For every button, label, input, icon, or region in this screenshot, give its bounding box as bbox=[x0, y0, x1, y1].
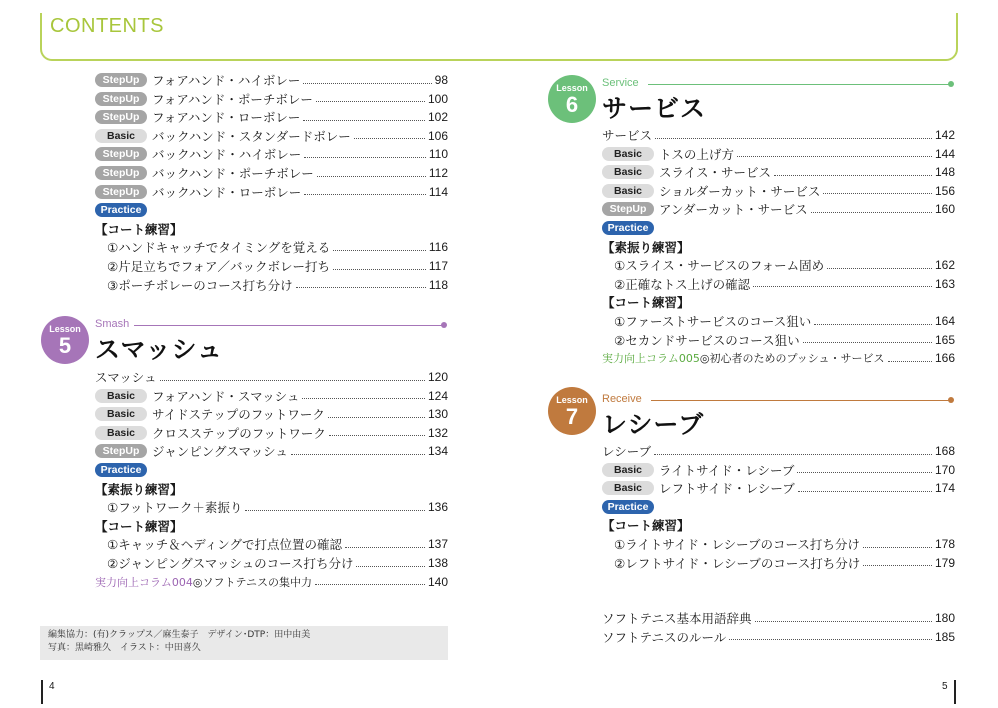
page-number: 174 bbox=[934, 481, 955, 496]
leader-dots bbox=[291, 454, 425, 455]
toc-entry[interactable] bbox=[95, 498, 448, 516]
page-number: 100 bbox=[427, 91, 448, 106]
page-number: 165 bbox=[934, 332, 955, 347]
lesson-7-title: レシーブ bbox=[602, 410, 705, 439]
entry-title: フォアハンド・ポーチボレー bbox=[152, 91, 313, 107]
basic-badge: Basic bbox=[95, 407, 147, 421]
leader-dots bbox=[328, 417, 425, 418]
toc-entry[interactable] bbox=[95, 554, 448, 572]
page-number: 162 bbox=[934, 258, 955, 273]
lesson-6-rule bbox=[648, 84, 950, 85]
stepup-badge: StepUp bbox=[95, 147, 147, 161]
leader-dots bbox=[823, 193, 932, 194]
leader-dots bbox=[245, 510, 425, 511]
leader-dots bbox=[315, 584, 425, 585]
leader-dots bbox=[803, 342, 932, 343]
leader-dots bbox=[737, 156, 932, 157]
leader-dots bbox=[755, 621, 932, 622]
toc-entry[interactable] bbox=[602, 126, 955, 144]
stepup-badge: StepUp bbox=[95, 444, 147, 458]
toc-subheading bbox=[602, 516, 955, 534]
subheading-label: 【素振り練習】 bbox=[602, 239, 690, 255]
entry-title: ②正確なトス上げの確認 bbox=[614, 276, 751, 292]
toc-entry[interactable] bbox=[602, 182, 955, 200]
practice-badge: Practice bbox=[602, 500, 654, 514]
entry-title: バックハンド・ローボレー bbox=[152, 184, 302, 200]
entry-title: ◎初心者のためのプッシュ・サービス bbox=[699, 352, 885, 366]
toc-entry[interactable] bbox=[95, 424, 448, 442]
leader-dots bbox=[798, 491, 932, 492]
lesson-7-rule bbox=[651, 400, 950, 401]
lesson-5-badge bbox=[41, 316, 89, 364]
entry-title: スマッシュ bbox=[95, 370, 157, 385]
toc-entry[interactable] bbox=[95, 183, 448, 201]
toc-entry[interactable] bbox=[602, 145, 955, 163]
entry-title: ②セカンドサービスのコース狙い bbox=[614, 332, 800, 348]
page-number: 136 bbox=[427, 500, 448, 515]
page-number: 102 bbox=[427, 110, 448, 125]
entry-title: ②ジャンピングスマッシュのコース打ち分け bbox=[107, 556, 354, 571]
entry-title: ①フットワーク＋素振り bbox=[107, 500, 243, 516]
toc-subheading bbox=[602, 238, 955, 256]
page-number: 144 bbox=[934, 146, 955, 161]
toc-subheading bbox=[95, 480, 448, 498]
page-number: 106 bbox=[427, 128, 448, 143]
toc-subheading bbox=[602, 293, 955, 311]
toc-entry[interactable] bbox=[95, 276, 448, 294]
page-number: 117 bbox=[428, 259, 448, 273]
page-number: 140 bbox=[427, 574, 448, 589]
entry-title: ②レフトサイド・レシーブのコース打ち分け bbox=[614, 555, 861, 571]
toc-entry[interactable] bbox=[95, 405, 448, 423]
leader-dots bbox=[304, 194, 426, 195]
stepup-badge: StepUp bbox=[95, 92, 147, 106]
credits-line-1: 編集協力：(有)クラップス／麻生泰子 デザイン･DTP：田中由美 bbox=[48, 630, 311, 640]
toc-subheading bbox=[95, 517, 448, 535]
entry-title: ②片足立ちでフォア／バックボレー打ち bbox=[107, 259, 330, 274]
page-number: 156 bbox=[934, 183, 955, 198]
lesson-word: Lesson bbox=[556, 83, 588, 93]
page-number: 118 bbox=[428, 277, 448, 292]
entry-title: レフトサイド・レシーブ bbox=[659, 481, 795, 497]
page-number: 163 bbox=[934, 276, 955, 291]
practice-badge: Practice bbox=[95, 203, 147, 217]
column-label: 実力向上コラム004 bbox=[95, 575, 193, 589]
leader-dots bbox=[296, 287, 426, 288]
stepup-badge: StepUp bbox=[95, 166, 147, 180]
toc-entry bbox=[602, 219, 955, 237]
lesson-7-english: Receive bbox=[602, 393, 642, 405]
lesson-6-english: Service bbox=[602, 77, 639, 89]
toc-entry[interactable] bbox=[602, 609, 955, 627]
leader-dots bbox=[354, 138, 425, 139]
subheading-label: 【素振り練習】 bbox=[95, 481, 183, 497]
leader-dots bbox=[863, 565, 932, 566]
toc-entry[interactable] bbox=[602, 535, 955, 553]
leader-dots bbox=[303, 120, 425, 121]
toc-entry[interactable] bbox=[95, 145, 448, 163]
entry-title: ソフトテニス基本用語辞典 bbox=[602, 611, 752, 626]
entry-title: スライス・サービス bbox=[659, 165, 772, 181]
basic-badge: Basic bbox=[602, 463, 654, 477]
basic-badge: Basic bbox=[95, 129, 147, 143]
page-number: 114 bbox=[428, 184, 448, 199]
entry-title: ③ポーチボレーのコース打ち分け bbox=[107, 277, 293, 293]
entry-title: フォアハンド・ローボレー bbox=[152, 110, 301, 126]
page-number: 164 bbox=[934, 314, 955, 328]
left-page-number: 4 bbox=[49, 681, 55, 692]
toc-entry[interactable] bbox=[95, 442, 448, 460]
lesson-number: 6 bbox=[565, 92, 579, 117]
toc-entry[interactable] bbox=[95, 127, 448, 145]
leader-dots bbox=[304, 157, 426, 158]
entry-title: アンダーカット・サービス bbox=[659, 202, 808, 218]
page-number: 116 bbox=[428, 240, 448, 255]
toc-entry[interactable] bbox=[95, 238, 448, 256]
lesson-number: 5 bbox=[58, 333, 72, 358]
toc-entry[interactable] bbox=[95, 90, 448, 108]
stepup-badge: StepUp bbox=[95, 73, 147, 87]
toc-entry[interactable] bbox=[95, 387, 448, 405]
lesson-5-title: スマッシュ bbox=[95, 335, 224, 364]
leader-dots bbox=[654, 454, 932, 455]
right-page-marker bbox=[954, 680, 956, 704]
basic-badge: Basic bbox=[95, 389, 147, 403]
toc-entry[interactable] bbox=[95, 573, 448, 591]
basic-badge: Basic bbox=[602, 481, 654, 495]
entry-title: フォアハンド・ハイボレー bbox=[152, 73, 301, 88]
page-number: 166 bbox=[934, 351, 955, 366]
entry-title: ◎ソフトテニスの集中力 bbox=[192, 575, 313, 589]
practice-badge: Practice bbox=[95, 463, 147, 477]
leader-dots bbox=[317, 176, 426, 177]
leader-dots bbox=[827, 268, 932, 269]
page-number: 180 bbox=[934, 611, 955, 625]
leader-dots bbox=[888, 361, 932, 362]
toc-subheading bbox=[95, 220, 448, 238]
page-number: 124 bbox=[427, 388, 448, 403]
entry-title: トスの上げ方 bbox=[659, 146, 734, 162]
page-number: 130 bbox=[427, 407, 448, 422]
subheading-label: 【コート練習】 bbox=[602, 518, 690, 534]
leader-dots bbox=[774, 175, 932, 176]
lesson-7-dot bbox=[948, 397, 954, 403]
lesson-number: 7 bbox=[565, 404, 579, 429]
toc-entry[interactable] bbox=[602, 256, 955, 274]
toc-entry[interactable] bbox=[95, 257, 448, 275]
entry-title: バックハンド・ハイボレー bbox=[152, 147, 302, 163]
leader-dots bbox=[333, 269, 426, 270]
leader-dots bbox=[316, 101, 425, 102]
entry-title: ジャンピングスマッシュ bbox=[152, 444, 288, 460]
lesson-5-rule bbox=[134, 325, 442, 326]
toc-entry[interactable] bbox=[602, 554, 955, 572]
page-number: 185 bbox=[934, 629, 955, 644]
lesson-word: Lesson bbox=[49, 324, 81, 334]
column-label: 実力向上コラム005 bbox=[602, 352, 700, 366]
subheading-label: 【コート練習】 bbox=[95, 221, 183, 237]
toc-entry[interactable] bbox=[602, 628, 955, 646]
entry-title: バックハンド・スタンダードボレー bbox=[152, 128, 351, 144]
stepup-badge: StepUp bbox=[95, 185, 147, 199]
credits-box bbox=[40, 626, 448, 660]
toc-entry[interactable] bbox=[95, 71, 448, 89]
entry-title: ショルダーカット・サービス bbox=[659, 183, 821, 199]
toc-entry[interactable] bbox=[602, 331, 955, 349]
toc-entry[interactable] bbox=[602, 200, 955, 218]
entry-title: ①ハンドキャッチでタイミングを覚える bbox=[107, 240, 331, 256]
toc-entry[interactable] bbox=[602, 461, 955, 479]
toc-entry[interactable] bbox=[602, 442, 955, 460]
page-number: 160 bbox=[934, 202, 955, 217]
practice-badge: Practice bbox=[602, 221, 654, 235]
lesson-6-dot bbox=[948, 81, 954, 87]
page-number: 178 bbox=[934, 537, 955, 551]
entry-title: サービス bbox=[602, 128, 653, 143]
entry-title: ①キャッチ＆ヘディングで打点位置の確認 bbox=[107, 537, 342, 553]
toc-entry[interactable] bbox=[602, 479, 955, 497]
toc-entry[interactable] bbox=[95, 535, 448, 553]
page-number: 170 bbox=[934, 462, 955, 477]
toc-entry bbox=[602, 498, 955, 516]
entry-title: レシーブ bbox=[602, 444, 652, 459]
page-number: 120 bbox=[427, 370, 448, 384]
contents-title: CONTENTS bbox=[50, 15, 164, 37]
leader-dots bbox=[811, 212, 932, 213]
toc-entry[interactable] bbox=[95, 164, 448, 182]
subheading-label: 【コート練習】 bbox=[95, 518, 183, 534]
toc-entry[interactable] bbox=[602, 275, 955, 293]
page-number: 168 bbox=[934, 444, 955, 458]
basic-badge: Basic bbox=[602, 165, 654, 179]
leader-dots bbox=[345, 547, 425, 548]
leader-dots bbox=[797, 472, 932, 473]
entry-title: ライトサイド・レシーブ bbox=[659, 462, 795, 478]
leader-dots bbox=[356, 566, 425, 567]
leader-dots bbox=[753, 286, 932, 287]
subheading-label: 【コート練習】 bbox=[602, 295, 690, 311]
page-number: 179 bbox=[934, 555, 955, 570]
toc-entry[interactable] bbox=[602, 163, 955, 181]
leader-dots bbox=[729, 639, 932, 640]
stepup-badge: StepUp bbox=[95, 110, 147, 124]
page-number: 134 bbox=[427, 444, 448, 459]
entry-title: クロスステップのフットワーク bbox=[152, 425, 326, 441]
leader-dots bbox=[303, 83, 431, 84]
lesson-5-english: Smash bbox=[95, 318, 130, 330]
lesson-6-title: サービス bbox=[602, 94, 707, 123]
leader-dots bbox=[863, 547, 932, 548]
leader-dots bbox=[655, 138, 932, 139]
page-number: 98 bbox=[434, 73, 448, 87]
basic-badge: Basic bbox=[602, 147, 654, 161]
basic-badge: Basic bbox=[602, 184, 654, 198]
entry-title: ①ファーストサービスのコース狙い bbox=[614, 314, 812, 329]
toc-entry[interactable] bbox=[95, 368, 448, 386]
left-page-marker bbox=[41, 680, 43, 704]
page-number: 137 bbox=[427, 537, 448, 552]
page-number: 112 bbox=[428, 166, 448, 180]
entry-title: サイドステップのフットワーク bbox=[152, 407, 325, 423]
lesson-5-dot bbox=[441, 322, 447, 328]
toc-entry[interactable] bbox=[95, 108, 448, 126]
leader-dots bbox=[333, 250, 426, 251]
entry-title: フォアハンド・スマッシュ bbox=[152, 388, 300, 404]
page-number: 138 bbox=[427, 556, 448, 570]
entry-title: ①スライス・サービスのフォーム固め bbox=[614, 258, 825, 274]
entry-title: ソフトテニスのルール bbox=[602, 629, 727, 645]
basic-badge: Basic bbox=[95, 426, 147, 440]
page-number: 132 bbox=[427, 425, 448, 440]
lesson-6-badge bbox=[548, 75, 596, 123]
leader-dots bbox=[814, 324, 932, 325]
entry-title: ①ライトサイド・レシーブのコース打ち分け bbox=[614, 537, 860, 552]
toc-entry bbox=[95, 461, 448, 479]
credits-line-2: 写真：黒崎雅久 イラスト：中田喜久 bbox=[48, 643, 201, 653]
leader-dots bbox=[329, 435, 425, 436]
leader-dots bbox=[160, 380, 425, 381]
lesson-7-badge bbox=[548, 387, 596, 435]
toc-entry[interactable] bbox=[602, 312, 955, 330]
entry-title: バックハンド・ポーチボレー bbox=[152, 166, 314, 181]
stepup-badge: StepUp bbox=[602, 202, 654, 216]
leader-dots bbox=[302, 398, 425, 399]
toc-entry bbox=[95, 201, 448, 219]
toc-entry[interactable] bbox=[602, 349, 955, 367]
header-frame bbox=[40, 13, 958, 61]
page-number: 142 bbox=[934, 128, 955, 142]
page-number: 148 bbox=[934, 165, 955, 180]
lesson-word: Lesson bbox=[556, 395, 588, 405]
right-page-number: 5 bbox=[942, 681, 948, 692]
page-number: 110 bbox=[428, 147, 448, 162]
